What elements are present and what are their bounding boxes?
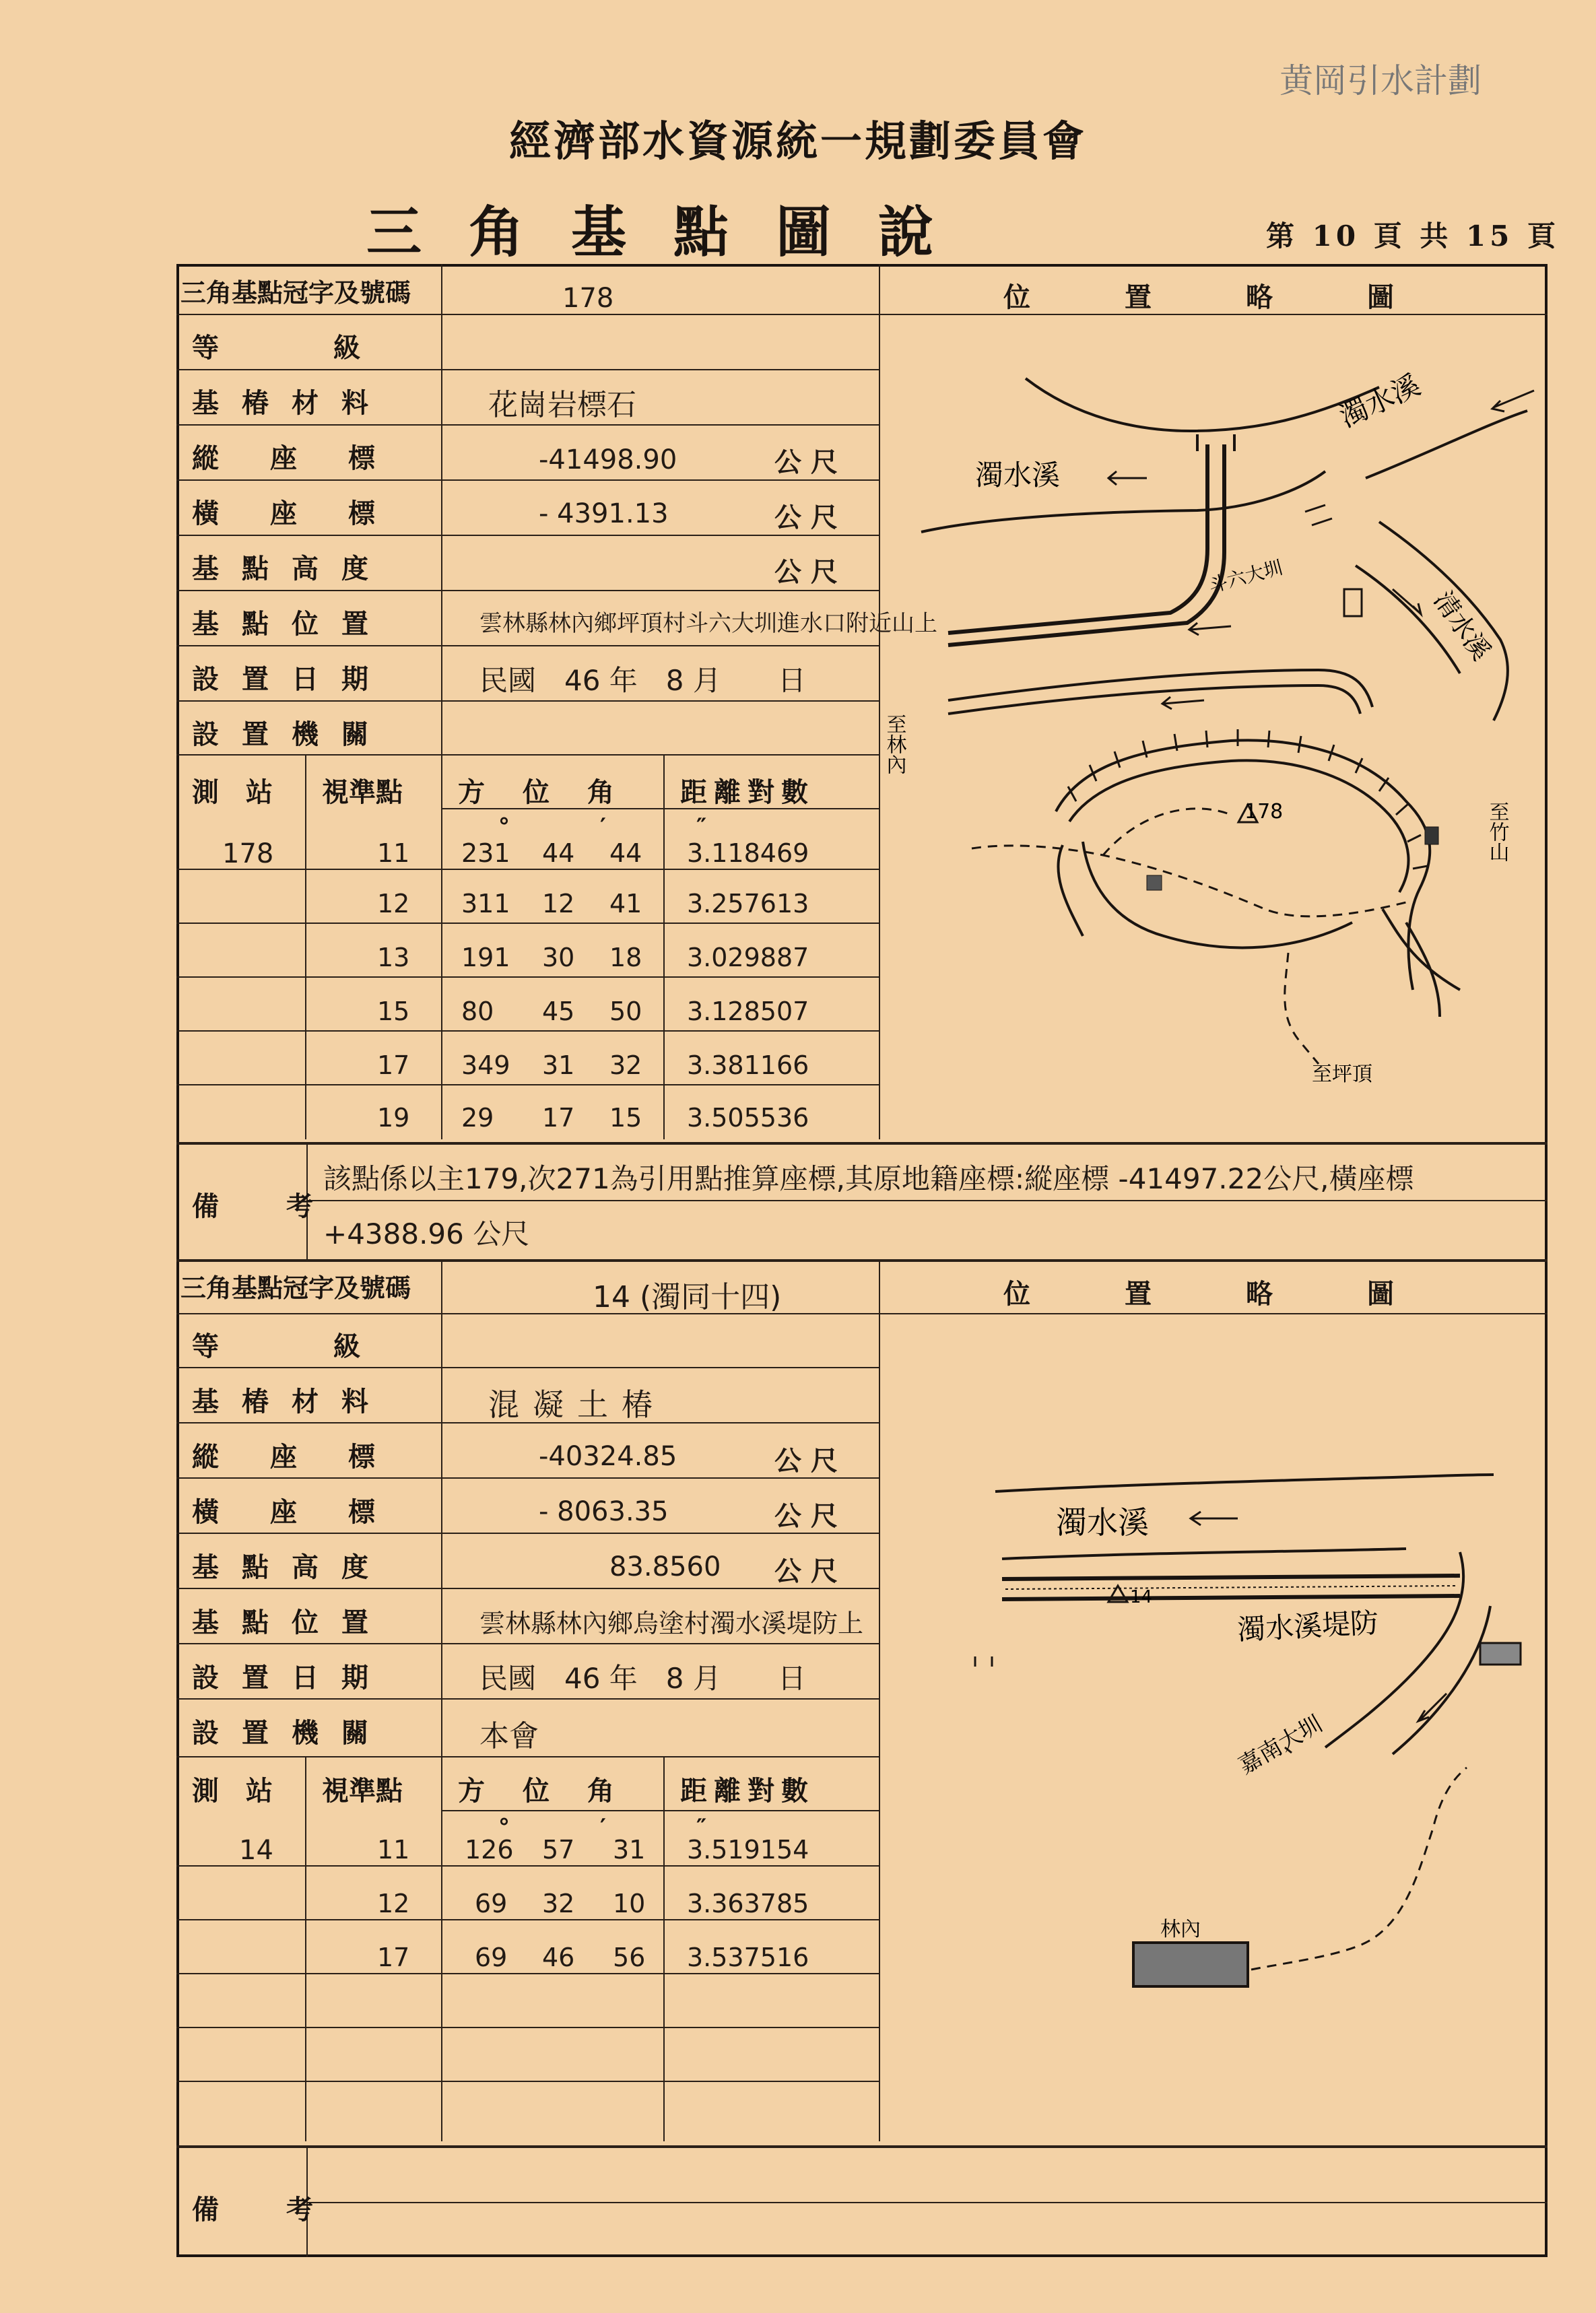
point2-agency: 本會: [479, 1719, 539, 1753]
map1-point-label: 178: [1244, 800, 1284, 824]
table-row: 11: [377, 838, 410, 868]
label-location-2: 基點位置: [192, 1607, 391, 1638]
azimuth-deg: 69: [475, 1943, 508, 1972]
label-height: 基點高度: [192, 553, 391, 584]
azimuth-deg: 311: [461, 889, 510, 918]
table-row: 17: [377, 1050, 410, 1080]
point2-height: 83.8560: [609, 1551, 721, 1582]
label-map-title: 位 置 略 圖: [1003, 281, 1428, 313]
label-y-coord-2: 縱 座 標: [192, 1441, 387, 1473]
azimuth-deg: 191: [461, 943, 510, 972]
label-map-title-2: 位 置 略 圖: [1003, 1278, 1428, 1310]
label-deg-marks-2: ° ′ ″: [498, 1814, 741, 1841]
point1-code: 178: [562, 283, 614, 314]
label-x-coord: 橫 座 標: [192, 498, 387, 529]
point1-x-coord: - 4391.13: [539, 498, 669, 529]
azimuth-sec: 32: [609, 1050, 642, 1080]
point1-station: 178: [222, 838, 274, 869]
map1-clear-river: 清水溪: [1428, 585, 1497, 666]
label-date-2: 設置日期: [192, 1662, 391, 1694]
map2-levee: 濁水溪堤防: [1236, 1606, 1380, 1646]
map2-river: 濁水溪: [1056, 1504, 1149, 1541]
label-y-coord: 縱 座 標: [192, 442, 387, 474]
label-agency: 設置機關: [192, 718, 391, 750]
label-material-2: 基椿材料: [192, 1386, 391, 1417]
label-deg-marks: ° ′ ″: [498, 813, 741, 840]
distance-log: 3.519154: [687, 1835, 809, 1865]
azimuth-sec: 41: [609, 889, 642, 918]
point2-date: 民國 46 年 8 月 日: [479, 1662, 806, 1695]
point1-date: 民國 46 年 8 月 日: [479, 664, 806, 697]
table-row: 15: [377, 997, 410, 1026]
label-code: 三角基點冠字及號碼: [180, 277, 411, 308]
label-station-2: 測 站: [192, 1775, 273, 1807]
point1-remark-line1: 該點係以主179,次271為引用點推算座標,其原地籍座標:縱座標 -41497.22公尺,橫座標: [323, 1162, 1414, 1195]
point1-x-unit: 公 尺: [774, 502, 838, 533]
label-code-2: 三角基點冠字及號碼: [180, 1273, 411, 1303]
document-title: 三角基點圖說: [366, 200, 980, 265]
label-x-coord-2: 橫 座 標: [192, 1496, 387, 1528]
distance-log: 3.257613: [687, 889, 809, 918]
azimuth-sec: 15: [609, 1103, 642, 1133]
label-height-2: 基點高度: [192, 1551, 391, 1583]
table-row: 12: [377, 1889, 410, 1918]
table-row: 11: [377, 1835, 410, 1865]
label-material: 基椿材料: [192, 387, 391, 419]
label-remark: 備 考: [192, 1191, 333, 1222]
label-agency-2: 設置機關: [192, 1717, 391, 1749]
point1-material: 花崗岩標石: [488, 388, 636, 422]
point2-code: 14 (濁同十四): [593, 1280, 782, 1314]
table-row: 12: [377, 889, 410, 918]
label-distance: 距離對數: [680, 776, 815, 808]
map1-to-linnei: 至林內: [882, 714, 906, 774]
azimuth-sec: 10: [613, 1889, 646, 1918]
table-row: 17: [377, 1943, 410, 1972]
label-grade: 等 級: [192, 332, 380, 364]
point2-location-map: [881, 1316, 1544, 2143]
label-date: 設置日期: [192, 663, 391, 695]
point2-location: 雲林縣林內鄉烏塗村濁水溪堤防上: [479, 1609, 864, 1638]
distance-log: 3.505536: [687, 1103, 809, 1133]
handwritten-header-note: 黄岡引水計劃: [1279, 61, 1482, 100]
distance-log: 3.537516: [687, 1943, 809, 1972]
point2-y-unit: 公 尺: [774, 1446, 838, 1477]
azimuth-sec: 31: [613, 1835, 646, 1865]
azimuth-sec: 50: [609, 997, 642, 1026]
azimuth-deg: 69: [475, 1889, 508, 1918]
point2-y-coord: -40324.85: [539, 1441, 677, 1472]
map2-canal: 嘉南大圳: [1234, 1710, 1327, 1780]
map1-to-zhushan: 至竹山: [1485, 801, 1509, 862]
point1-height-unit: 公 尺: [774, 557, 838, 588]
page-info: 第 10 頁 共 15 頁: [1266, 220, 1560, 253]
point2-height-unit: 公 尺: [774, 1556, 838, 1587]
azimuth-sec: 44: [609, 838, 642, 868]
map1-canal: 斗六大圳: [1206, 556, 1286, 597]
azimuth-min: 45: [542, 997, 575, 1026]
azimuth-min: 44: [542, 838, 575, 868]
azimuth-deg: 80: [461, 997, 494, 1026]
azimuth-sec: 18: [609, 943, 642, 972]
point2-x-coord: - 8063.35: [539, 1496, 669, 1527]
distance-log: 3.363785: [687, 1889, 809, 1918]
map1-river-right: 濁水溪: [1334, 368, 1426, 434]
map2-point-label: 14: [1130, 1587, 1153, 1607]
azimuth-min: 57: [542, 1835, 575, 1865]
point2-station: 14: [239, 1835, 273, 1866]
point1-location-map: [881, 316, 1544, 1139]
distance-log: 3.118469: [687, 838, 809, 868]
label-distance-2: 距離對數: [680, 1775, 815, 1807]
distance-log: 3.381166: [687, 1050, 809, 1080]
label-remark-2: 備 考: [192, 2194, 333, 2225]
azimuth-deg: 29: [461, 1103, 494, 1133]
label-target: 視準點: [322, 776, 403, 808]
map2-town: 林內: [1160, 1918, 1201, 1941]
organization-title: 經濟部水資源統一規劃委員會: [508, 116, 1087, 166]
point1-remark-line2: +4388.96 公尺: [323, 1217, 530, 1250]
map1-to-pingding: 至坪頂: [1312, 1063, 1372, 1086]
point1-location: 雲林縣林內鄉坪頂村斗六大圳進水口附近山上: [479, 610, 937, 637]
point1-y-unit: 公 尺: [774, 447, 838, 478]
distance-log: 3.128507: [687, 997, 809, 1026]
distance-log: 3.029887: [687, 943, 809, 972]
azimuth-deg: 231: [461, 838, 510, 868]
azimuth-min: 32: [542, 1889, 575, 1918]
azimuth-sec: 56: [613, 1943, 646, 1972]
azimuth-min: 12: [542, 889, 575, 918]
point1-y-coord: -41498.90: [539, 444, 677, 475]
label-location: 基點位置: [192, 608, 391, 640]
point2-material: 混凝土椿: [488, 1386, 666, 1423]
label-azimuth-2: 方 位 角: [458, 1775, 620, 1807]
azimuth-min: 46: [542, 1943, 575, 1972]
table-row: 19: [377, 1103, 410, 1133]
label-target-2: 視準點: [322, 1775, 403, 1807]
table-row: 13: [377, 943, 410, 972]
azimuth-min: 31: [542, 1050, 575, 1080]
azimuth-min: 17: [542, 1103, 575, 1133]
point2-x-unit: 公 尺: [774, 1501, 838, 1532]
label-azimuth: 方 位 角: [458, 776, 620, 808]
azimuth-deg: 126: [465, 1835, 514, 1865]
azimuth-min: 30: [542, 943, 575, 972]
azimuth-deg: 349: [461, 1050, 510, 1080]
label-grade-2: 等 級: [192, 1331, 380, 1362]
map1-river-left: 濁水溪: [975, 459, 1061, 492]
label-station: 測 站: [192, 776, 273, 808]
